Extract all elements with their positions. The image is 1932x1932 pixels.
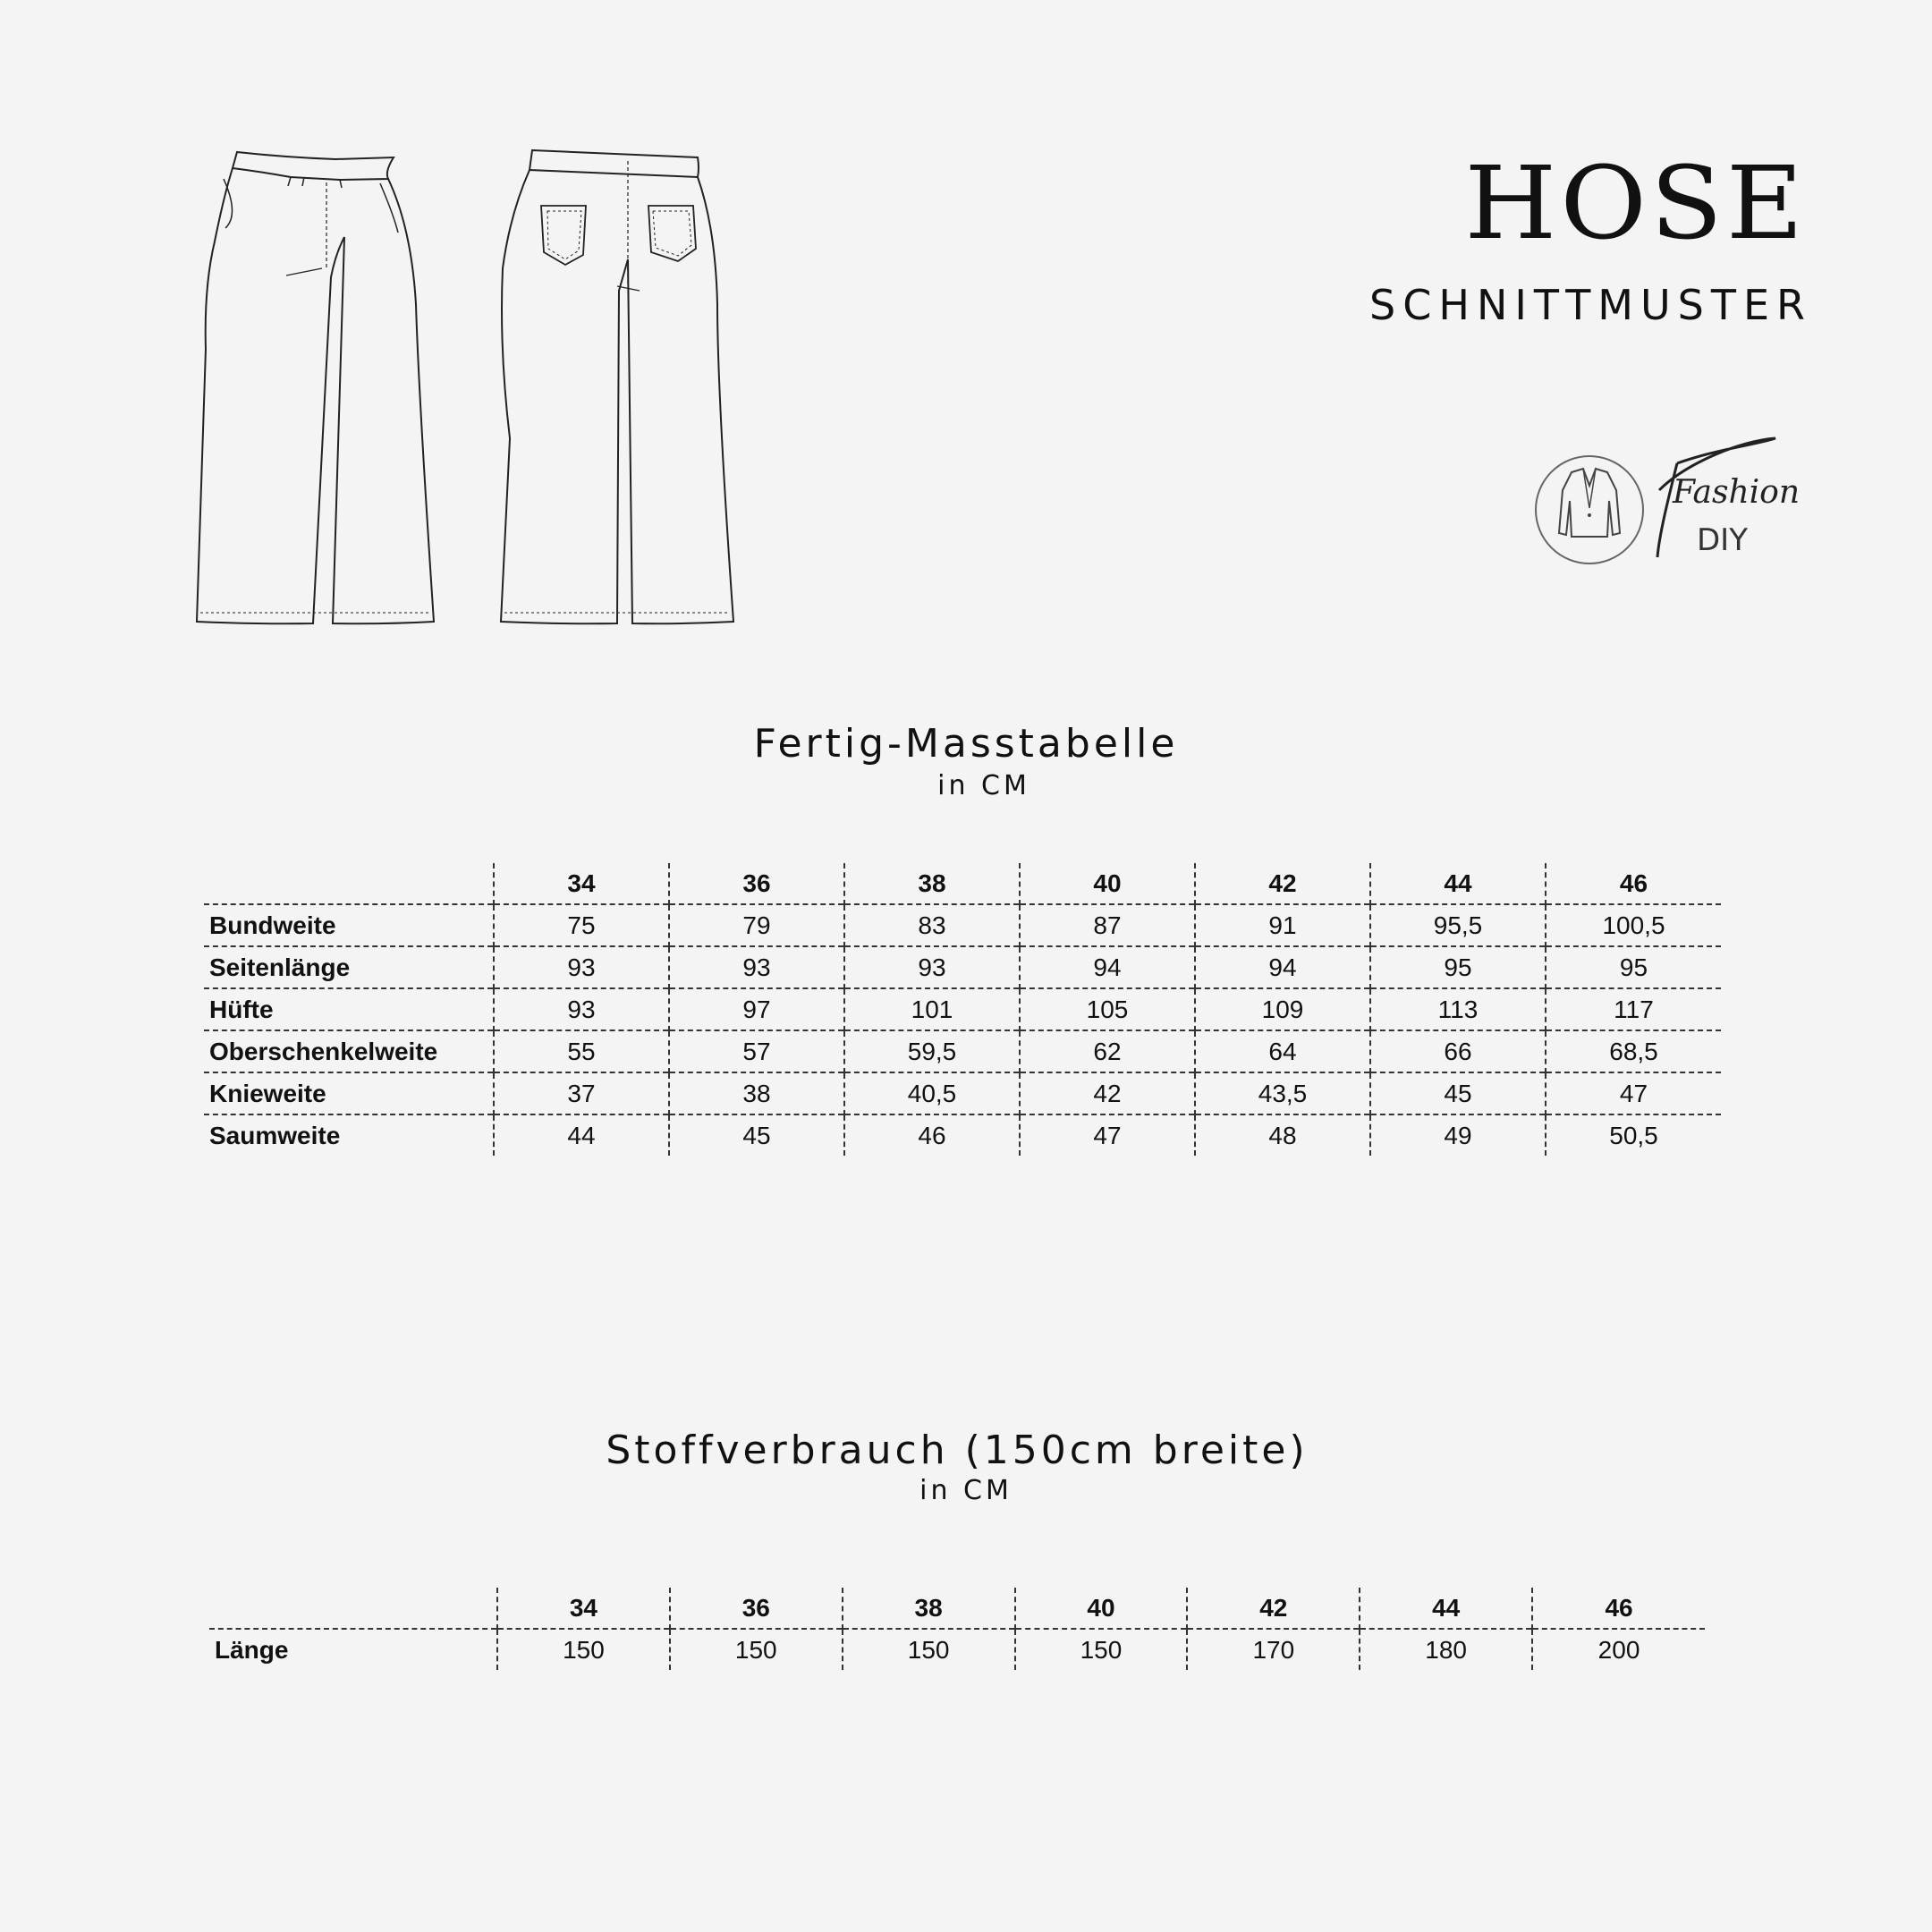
table-cell: 101	[844, 988, 1020, 1030]
measurement-table	[204, 863, 1721, 1156]
fabric-table	[209, 1588, 1705, 1670]
measurement-table-title: Fertig-Masstabelle	[753, 721, 1179, 767]
size-header: 36	[670, 1588, 843, 1629]
table-cell: 150	[670, 1629, 843, 1670]
table-cell: 45	[1370, 1072, 1546, 1114]
table-cell: 43,5	[1195, 1072, 1370, 1114]
table-cell: 40,5	[844, 1072, 1020, 1114]
size-header: 42	[1195, 863, 1370, 904]
size-header: 40	[1020, 863, 1195, 904]
table-cell: 170	[1187, 1629, 1360, 1670]
table-cell: 109	[1195, 988, 1370, 1030]
table-row	[204, 946, 1721, 988]
table-cell: 95,5	[1370, 904, 1546, 946]
table-cell: 75	[494, 904, 669, 946]
size-header: 38	[843, 1588, 1015, 1629]
table-cell: 87	[1020, 904, 1195, 946]
table-corner	[204, 863, 494, 904]
table-cell: 93	[669, 946, 844, 988]
table-cell: 47	[1546, 1072, 1721, 1114]
trousers-sketch-icon	[188, 143, 751, 635]
table-cell: 93	[494, 946, 669, 988]
fabric-table-unit: in CM	[919, 1475, 1013, 1506]
size-header: 42	[1187, 1588, 1360, 1629]
table-corner	[209, 1588, 497, 1629]
logo-script-text: Fashion	[1673, 474, 1801, 511]
table-row	[204, 988, 1721, 1030]
table-cell: 150	[1015, 1629, 1188, 1670]
table-row	[204, 1114, 1721, 1156]
row-label: Hüfte	[204, 988, 494, 1030]
page-title: HOSE	[1464, 144, 1807, 262]
row-label: Saumweite	[204, 1114, 494, 1156]
table-cell: 46	[844, 1114, 1020, 1156]
table-row	[204, 1030, 1721, 1072]
size-header: 46	[1546, 863, 1721, 904]
size-header: 38	[844, 863, 1020, 904]
table-cell: 66	[1370, 1030, 1546, 1072]
table-cell: 93	[494, 988, 669, 1030]
size-header: 36	[669, 863, 844, 904]
table-row	[209, 1629, 1705, 1670]
fabric-table-title: Stoffverbrauch (150cm breite)	[606, 1428, 1309, 1473]
size-header: 44	[1360, 1588, 1532, 1629]
table-cell: 64	[1195, 1030, 1370, 1072]
table-cell: 100,5	[1546, 904, 1721, 946]
table-cell: 97	[669, 988, 844, 1030]
logo-sub-text: DIY	[1697, 522, 1748, 558]
table-cell: 83	[844, 904, 1020, 946]
table-cell: 94	[1195, 946, 1370, 988]
trousers-front-sketch-icon	[197, 152, 434, 623]
row-label: Knieweite	[204, 1072, 494, 1114]
table-cell: 47	[1020, 1114, 1195, 1156]
table-cell: 42	[1020, 1072, 1195, 1114]
table-cell: 200	[1532, 1629, 1705, 1670]
row-label: Seitenlänge	[204, 946, 494, 988]
table-cell: 79	[669, 904, 844, 946]
measurement-table-unit: in CM	[937, 770, 1030, 801]
table-cell: 50,5	[1546, 1114, 1721, 1156]
row-label: Oberschenkelweite	[204, 1030, 494, 1072]
row-label: Länge	[209, 1629, 497, 1670]
table-cell: 38	[669, 1072, 844, 1114]
trousers-back-sketch-icon	[501, 150, 733, 623]
table-cell: 150	[843, 1629, 1015, 1670]
table-cell: 95	[1370, 946, 1546, 988]
size-header: 40	[1015, 1588, 1188, 1629]
table-cell: 94	[1020, 946, 1195, 988]
table-cell: 105	[1020, 988, 1195, 1030]
table-header-row	[209, 1588, 1705, 1629]
size-header: 44	[1370, 863, 1546, 904]
table-cell: 37	[494, 1072, 669, 1114]
table-cell: 59,5	[844, 1030, 1020, 1072]
table-cell: 95	[1546, 946, 1721, 988]
table-cell: 117	[1546, 988, 1721, 1030]
table-cell: 62	[1020, 1030, 1195, 1072]
table-cell: 180	[1360, 1629, 1532, 1670]
table-cell: 93	[844, 946, 1020, 988]
table-cell: 44	[494, 1114, 669, 1156]
size-header: 46	[1532, 1588, 1705, 1629]
table-row	[204, 904, 1721, 946]
table-cell: 57	[669, 1030, 844, 1072]
table-cell: 48	[1195, 1114, 1370, 1156]
table-cell: 113	[1370, 988, 1546, 1030]
table-header-row	[204, 863, 1721, 904]
row-label: Bundweite	[204, 904, 494, 946]
size-header: 34	[497, 1588, 670, 1629]
table-cell: 45	[669, 1114, 844, 1156]
table-cell: 55	[494, 1030, 669, 1072]
table-cell: 68,5	[1546, 1030, 1721, 1072]
table-cell: 49	[1370, 1114, 1546, 1156]
page-subtitle: SCHNITTMUSTER	[1369, 281, 1812, 329]
table-cell: 91	[1195, 904, 1370, 946]
table-row	[204, 1072, 1721, 1114]
table-cell: 150	[497, 1629, 670, 1670]
size-header: 34	[494, 863, 669, 904]
